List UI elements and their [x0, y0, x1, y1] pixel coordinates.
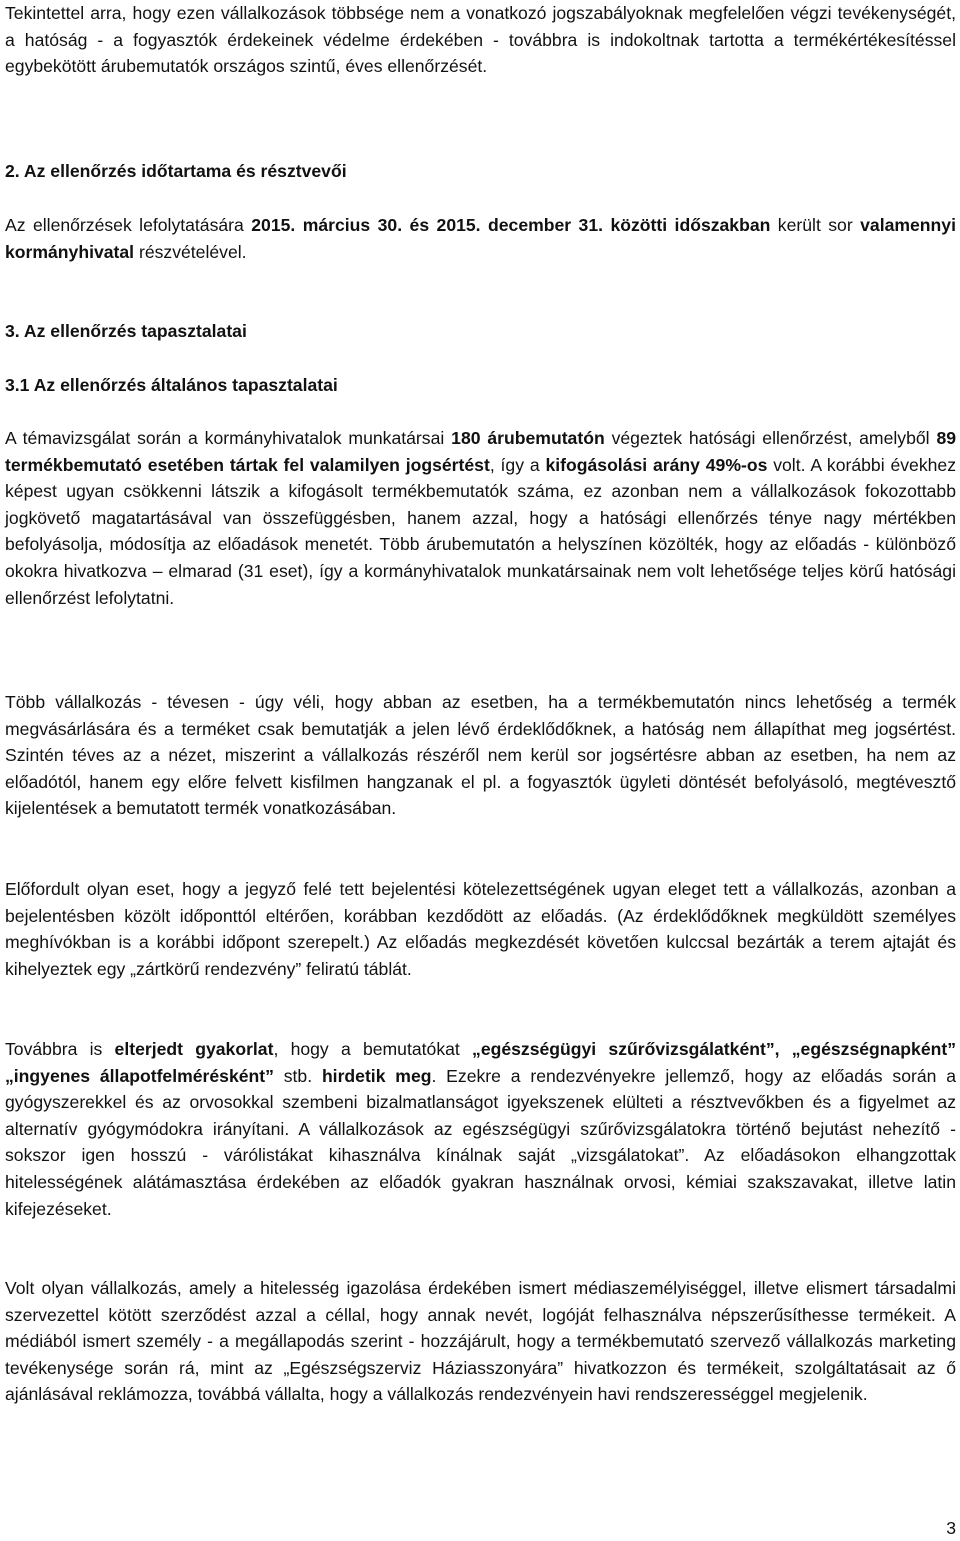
text-run: került sor [770, 215, 861, 235]
page-number: 3 [946, 1518, 956, 1538]
section-2-heading: 2. Az ellenőrzés időtartama és résztvevői [5, 161, 347, 181]
text-run: Volt olyan vállalkozás, amely a hitelesség igazolása érdekében ismert médiaszemélyiséggel, illetve elismert társadalmi szervezettel kötött szerződést azzal a céllal, hogy annak nevét, logóját felhasználva népszerűsíthesse termékeit. A médiából ismert személy - a megállapodás szerint - hozzájárult, hogy a termékbemutató szervező vállalkozás marketing tevékenysége során rá, mint az „Egészségszerviz Háziasszonyára” hivatkozzon és termékeit, szolgáltatásait az ő ajánlásával reklámozza, továbbá vállalta, hogy a vállalkozás rendezvényein havi rendszerességgel megjelenik. [5, 1278, 956, 1405]
text-run: végeztek hatósági ellenőrzést, amelyből [604, 428, 937, 448]
bold-run: elterjedt gyakorlat [114, 1039, 274, 1059]
text-run: , hogy a bemutatókat [273, 1039, 473, 1059]
bold-run: 89 termékbemutató esetében tártak fel valamilyen jogsértést [5, 428, 957, 475]
text-run: Előfordult olyan eset, hogy a jegyző felé tett bejelentési kötelezettségének ugyan eleget tett a vállalkozás, azonban a bejelentésben közölt időponttól eltérően, korábban kezdődött az előadás. (Az érdeklődőknek megküldött személyes meghívókban is a korábbi időpont szerepelt.) Az előadás megkezdését követően kulccsal bezárták a terem ajtaját és kihelyeztek egy „zártkörű rendezvény” feliratú táblát. [5, 879, 956, 979]
intro-text: Tekintettel arra, hogy ezen vállalkozások többsége nem a vonatkozó jogszabályoknak megfelelően végzi tevékenységét, a hatóság - a fogyasztók érdekeinek védelme érdekében - továbbra is indokoltnak tartotta a termékértékesítéssel egybekötött árubemutatók országos szintű, éves ellenőrzését. [5, 3, 956, 77]
bold-run: hirdetik meg [321, 1065, 432, 1086]
bold-run: „egészségügyi szűrővizsgálatként”, „egészségnapként” „ingyenes állapotfelmérésként” [5, 1039, 957, 1086]
text-run: A témavizsgálat során a kormányhivatalok munkatársai [5, 428, 452, 448]
section-3-1-heading: 3.1 Az ellenőrzés általános tapasztalatai [5, 375, 338, 395]
text-run: , így a [489, 454, 546, 475]
text-run: részvételével. [134, 241, 247, 262]
text-run: Több vállalkozás - tévesen - úgy véli, hogy abban az esetben, ha a termékbemutatón nincs lehetőség a termék megvásárlására és a terméket csak bemutatják a jelen lévő érdeklődőknek, a hatóság nem állapíthat meg jogsértést. Szintén téves az a nézet, miszerint a vállalkozás részéről nem kerül sor jogsértésre abban az esetben, ha nem az előadótól, hanem egy előre felvett kisfilmen hangzanak el pl. a fogyasztók ügyleti döntését befolyásoló, megtévesztő kijelentések a bemutatott termék vonatkozásában. [5, 692, 956, 819]
misconception-paragraph [5, 689, 956, 822]
section-3-heading: 3. Az ellenőrzés tapasztalatai [5, 321, 247, 341]
text-run: Az ellenőrzések lefolytatására [5, 215, 252, 235]
findings-paragraph [5, 425, 956, 611]
bold-run: valamennyi kormányhivatal [5, 215, 956, 262]
intro-paragraph [5, 0, 956, 80]
text-run: . Ezekre a rendezvényekre jellemző, hogy az előadás során a gyógyszerekkel és az orvosokkal szembeni bizalmatlanságot igyekszenek elülteti a résztvevőkben és a figyelmet az alternatív gyógymódokra irányítani. A vállalkozások az egészségügyi szűrővizsgálatokra történő bejutást nehezítő - sokszor igen hosszú - várólistákat kihasználva kínálnak saját „vizsgálatokat”. Az előadásokon elhangzottak hitelességének alátámasztása érdekében az előadók gyakran használnak orvosi, kémiai szakszavakat, illetve latin kifejezéseket. [5, 1065, 957, 1219]
bold-run: 2015. március 30. és 2015. december 31. közötti időszakban [251, 215, 771, 235]
celebrity-paragraph [5, 1275, 956, 1408]
bold-run: 180 árubemutatón [451, 428, 605, 448]
section-2-paragraph [5, 212, 956, 265]
text-run: volt. A korábbi évekhez képest ugyan csökkenni látszik a kifogásolt termékbemutatók száma, ez azonban nem a vállalkozások fokozottabb jogkövető magatartásával van összefüggésben, hanem azzal, hogy a hatósági ellenőrzés ténye nagy mértékben befolyásolja, módosítja az előadások menetét. Több árubemutatón a helyszínen közölték, hogy az előadás - különböző okokra hivatkozva – elmarad (31 eset), így a kormányhivatalok munkatársainak nem volt lehetősége teljes körű hatósági ellenőrzést lefolytatni. [5, 454, 956, 608]
text-run: stb. [273, 1065, 322, 1086]
notification-paragraph [5, 876, 956, 982]
bold-run: kifogásolási arány 49%-os [545, 454, 768, 475]
text-run: Továbbra is [5, 1039, 115, 1059]
practice-paragraph [5, 1036, 956, 1222]
